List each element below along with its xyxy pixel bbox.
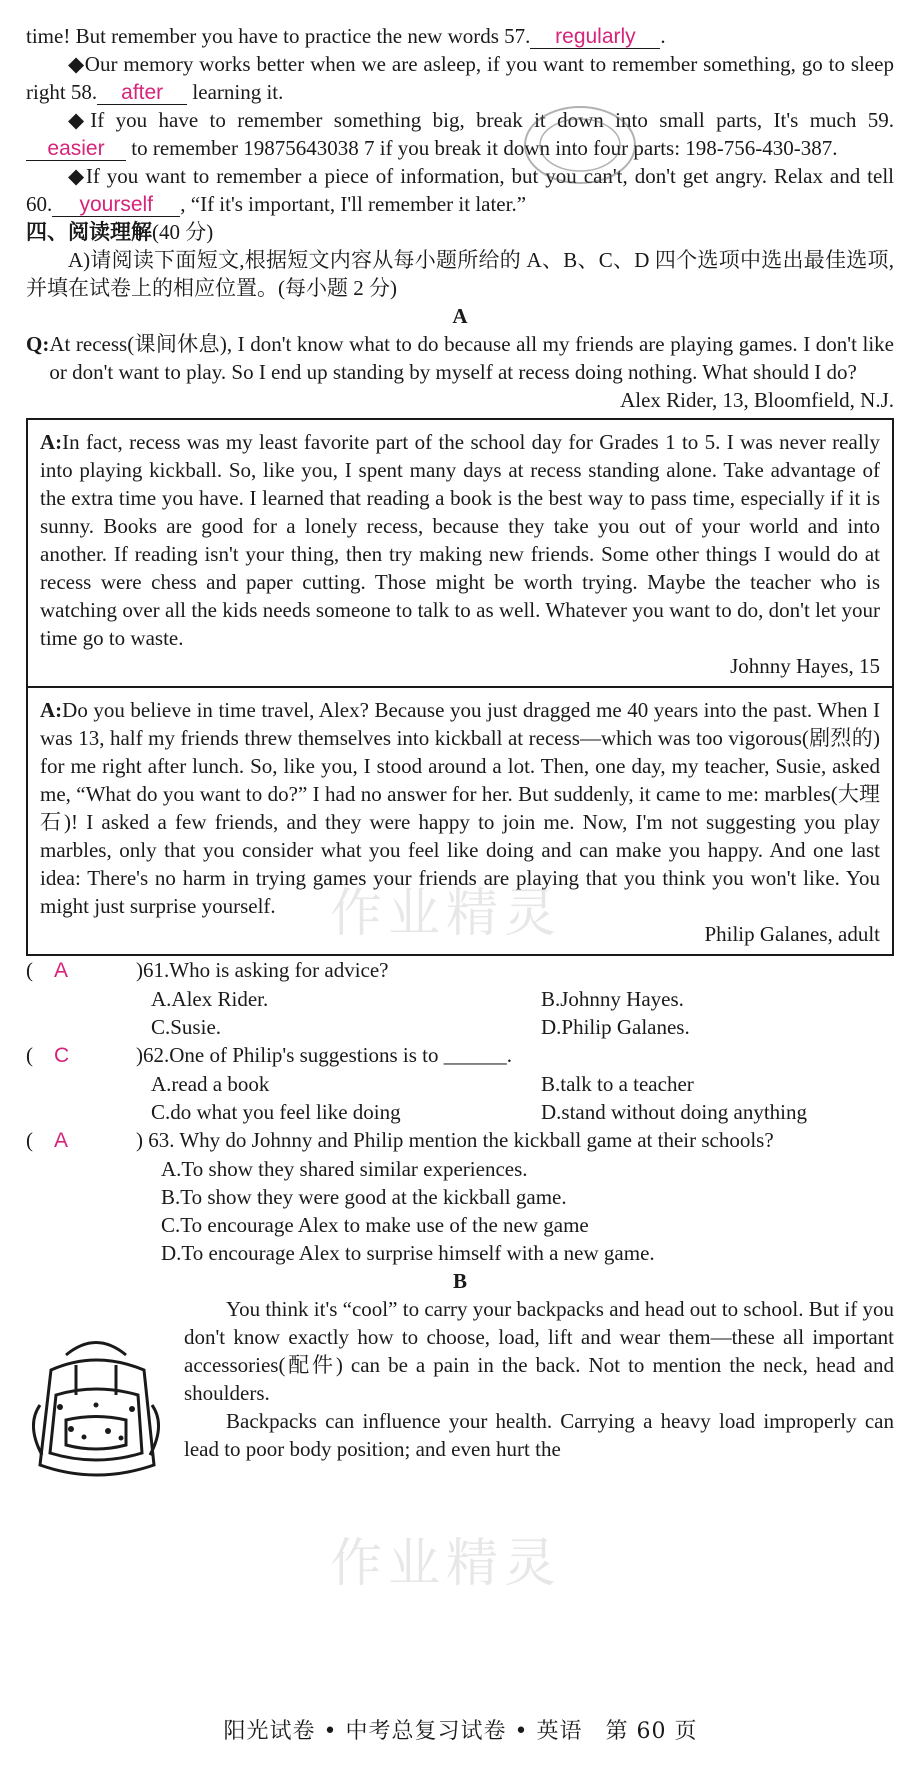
option: B.Johnny Hayes. <box>541 987 684 1011</box>
option: A.To show they shared similar experiences. <box>161 1157 528 1181</box>
option: C.do what you feel like doing <box>151 1100 401 1124</box>
passage-b-para-1: You think it's “cool” to carry your backpacks and head out to school. But if you don't know exactly how to choose, load, lift and wear them—these all important accessories(配件) can be a pain in the back. Not to mention the neck, head and shoulders. <box>184 1297 894 1405</box>
fill-text: ◆If you have to remember something big, break it down into small parts, It's much 59. <box>68 108 894 132</box>
fill-text: learning it. <box>187 80 284 104</box>
question-61: ( A )61.Who is asking for advice? A.Alex Rider. B.Johnny Hayes. C.Susie. D.Philip Galanes. <box>26 956 894 1041</box>
answer-59: easier <box>26 138 126 161</box>
watermark: 作业精灵 <box>330 1534 563 1594</box>
answer-choice: A <box>54 1129 69 1152</box>
page-footer: 阳光试卷 • 中考总复习试卷 • 英语 第 60 页 <box>223 1719 698 1744</box>
answer-58: after <box>97 82 187 105</box>
question-stem: )62.One of Philip's suggestions is to ______. <box>136 1043 512 1067</box>
section-title: 四、阅读理解 <box>26 220 152 244</box>
option: B.talk to a teacher <box>541 1072 694 1096</box>
fill-text: ◆If you want to remember a piece of information, but you can't, don't get angry. Relax and tell 60. <box>26 164 894 216</box>
answer-choice: A <box>54 959 69 982</box>
a-text: Do you believe in time travel, Alex? Because you just dragged me 40 years into the past. When I was 13, half my friends threw themselves into kickball at recess—which was too vigorous(剧烈的) for me right after lunch. So, like you, I stood around a lot. Then, one day, my teacher, Susie, asked me, “What do you want to do?” I had no answer for her. But suddenly, it came to me: marbles(大理石)! I asked a few friends, and they were happy to join me. Now, I'm not suggesting you play marbles, only that you consider what you feel like doing and can make you happy. And one last idea: There's no harm in trying games your friends are playing that you think you won't like. You might just surprise yourself. <box>40 698 880 918</box>
question-63: ( A ) 63. Why do Johnny and Philip mention the kickball game at their schools? A.To show they shared similar experiences. B.To show they were good at the kickball game. C.To encourage Alex to make use of the new game D.To encourage Alex to surprise himself with a new game. <box>26 1126 894 1267</box>
a-author: Philip Galanes, adult <box>704 922 880 946</box>
answer-philip <box>28 686 892 954</box>
q-label: Q: <box>26 332 50 356</box>
section-points: (40 分) <box>152 220 214 244</box>
fill-text: ◆Our memory works better when we are asleep, if you want to remember something, go to sleep right 58. <box>26 52 894 104</box>
option: D.stand without doing anything <box>541 1100 807 1124</box>
watermark: 作业精灵 <box>330 884 563 944</box>
answer-choice: C <box>54 1044 70 1067</box>
option: B.To show they were good at the kickball game. <box>161 1185 567 1209</box>
fill-text: . <box>660 24 666 48</box>
passage-b-letter: B <box>452 1269 467 1293</box>
passage-b-para-2: Backpacks can influence your health. Carrying a heavy load improperly can lead to poor body position; and even hurt the <box>184 1409 894 1461</box>
answer-johnny <box>28 420 892 686</box>
fill-text: , “If it's important, I'll remember it later.” <box>180 192 527 216</box>
passage-b <box>26 1295 894 1545</box>
fill-para-60 <box>26 162 894 218</box>
fill-text: time! But remember you have to practice the new words 57. <box>26 24 531 48</box>
question-stem: ) 63. Why do Johnny and Philip mention the kickball game at their schools? <box>136 1128 774 1152</box>
option: D.To encourage Alex to surprise himself with a new game. <box>161 1241 655 1265</box>
fill-line-57 <box>26 22 894 50</box>
answer-57: regularly <box>530 26 660 49</box>
option: C.Susie. <box>151 1015 222 1039</box>
option: A.read a book <box>151 1072 270 1096</box>
section-heading <box>26 218 894 246</box>
backpack-illustration <box>26 1325 166 1485</box>
fill-para-58 <box>26 50 894 106</box>
a-label: A: <box>40 430 63 454</box>
answer-60: yourself <box>52 194 180 217</box>
question-62: ( C )62.One of Philip's suggestions is to ______. A.read a book B.talk to a teacher C.do what you feel like doing D.stand without doing anything <box>26 1041 894 1126</box>
a-text: In fact, recess was my least favorite part of the school day for Grades 1 to 5. I was never really into playing kickball. So, like you, I spent many days at recess standing alone. Take advantage of the extra time you have. I learned that reading a book is the best way to pass time, especially if it is sunny. Books are good for a lonely recess, because they take you out of your world and into another. If reading isn't your thing, then try making new friends. Some other things I would do at recess were chess and paper cutting. Those might be worth trying. Maybe the teacher who is watching over all the kids needs someone to talk to as well. Whatever you want to do, don't let your time go to waste. <box>40 430 880 650</box>
question-stem: )61.Who is asking for advice? <box>136 958 389 982</box>
option: C.To encourage Alex to make use of the new game <box>161 1213 589 1237</box>
fill-para-59 <box>26 106 894 162</box>
option: A.Alex Rider. <box>151 987 269 1011</box>
a-author: Johnny Hayes, 15 <box>730 654 880 678</box>
q-author: Alex Rider, 13, Bloomfield, N.J. <box>620 388 894 412</box>
a-label: A: <box>40 698 63 722</box>
fill-text: to remember 19875643038 7 if you break it down into four parts: 198-756-430-387. <box>126 136 838 160</box>
passage-a-letter: A <box>452 304 468 328</box>
exam-page <box>26 22 894 1545</box>
section-instructions: A)请阅读下面短文,根据短文内容从每小题所给的 A、B、C、D 四个选项中选出最佳选项,并填在试卷上的相应位置。(每小题 2 分) <box>26 248 894 300</box>
answers-box <box>26 418 894 956</box>
option: D.Philip Galanes. <box>541 1015 690 1039</box>
q-text: At recess(课间休息), I don't know what to do because all my friends are playing games. I don't like or don't want to play. So I end up standing by myself at recess doing nothing. What should I do? <box>49 332 894 384</box>
question-block <box>26 330 894 386</box>
